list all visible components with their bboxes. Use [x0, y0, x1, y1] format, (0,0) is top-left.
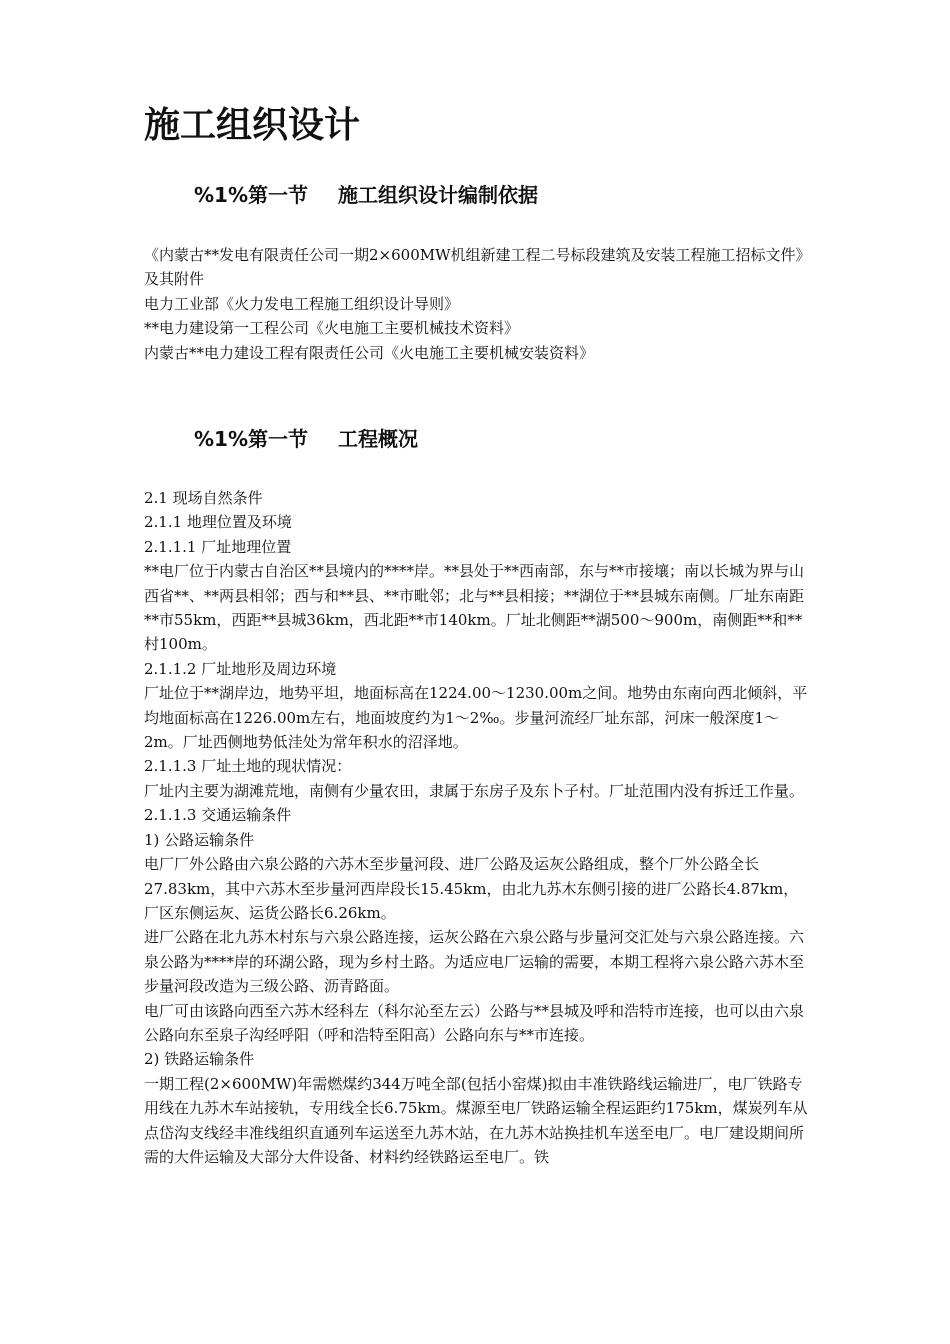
- section-number: %1%第一节: [194, 427, 308, 451]
- body-paragraph: 电厂可由该路向西至六苏木经科左（科尔沁至左云）公路与**县城及呼和浩特市连接，也可以由六泉公路向东至泉子沟经呼阳（呼和浩特至阳高）公路向东与**市连接。: [144, 1001, 805, 1044]
- subheading: 2.1.1.3 交通运输条件: [144, 806, 292, 825]
- body-paragraph: 厂址位于**湖岸边，地势平坦，地面标高在1224.00～1230.00m之间。地势由东南向西北倾斜，平均地面标高在1226.00m左右，地面坡度约为1～2‰。步量河流经厂址东部，河床一般深度1～2m。厂址西侧地势低洼处为常年积水的沼泽地。: [144, 684, 808, 752]
- subheading: 2.1.1 地理位置及环境: [144, 513, 292, 532]
- body-paragraph: 电厂厂外公路由六泉公路的六苏木至步量河段、进厂公路及运灰公路组成，整个厂外公路全长27.83km，其中六苏木至步量河西岸段长15.45km，由北九苏木东侧引接的进厂公路长4.87km，厂区东侧运灰、运货公路长6.26km。: [144, 855, 799, 922]
- section-title: 工程概况: [338, 427, 418, 451]
- section-heading-basis: [194, 180, 538, 210]
- subheading: 2.1.1.1 厂址地理位置: [144, 537, 292, 556]
- subheading: 2.1.1.3 厂址土地的现状情况：: [144, 757, 352, 776]
- body-paragraph: 一期工程(2×600MW)年需燃煤约344万吨全部(包括小窑煤)拟由丰准铁路线运输进厂，电厂铁路专用线在九苏木车站接轨，专用线全长6.75km。煤源至电厂铁路运输全程运距约175km，煤炭列车从点岱沟支线经丰准线组织直通列车运送至九苏木站，在九苏木站换挂机车送至电厂。电厂建设期间所需的大件运输及大部分大件设备、材料约经铁路运至电厂。铁: [144, 1074, 808, 1166]
- overview-body: [144, 486, 812, 1169]
- document-title: 施工组织设计: [144, 105, 361, 146]
- body-paragraph: 厂址内主要为湖滩荒地，南侧有少量农田，隶属于东房子及东卜子村。厂址范围内没有拆迁工作量。: [144, 781, 805, 800]
- reference-item: **电力建设第一工程公司《火电施工主要机械技术资料》: [144, 319, 520, 338]
- section-number: %1%第一节: [194, 183, 308, 207]
- subheading: 2) 铁路运输条件: [144, 1050, 255, 1069]
- section-heading-overview: [194, 424, 418, 454]
- section-title: 施工组织设计编制依据: [338, 183, 538, 207]
- subheading: 1) 公路运输条件: [144, 830, 255, 849]
- reference-item: 《内蒙古**发电有限责任公司一期2×600MW机组新建工程二号标段建筑及安装工程施工招标文件》及其附件: [144, 246, 811, 289]
- subheading: 2.1 现场自然条件: [144, 489, 263, 507]
- body-paragraph: **电厂位于内蒙古自治区**县境内的****岸。**县处于**西南部，东与**市接壤；南以长城为界与山西省**、**两县相邻；西与和**县、**市毗邻；北与**县相接；**湖位于**县城东南侧。厂址东南距**市55km，西距**县城36km，西北距**市140km。厂址北侧距**湖500～900m，南侧距**和**村100m。: [144, 562, 805, 654]
- reference-list: [144, 243, 812, 365]
- reference-item: 内蒙古**电力建设工程有限责任公司《火电施工主要机械安装资料》: [144, 343, 595, 362]
- reference-item: 电力工业部《火力发电工程施工组织设计导则》: [144, 294, 460, 313]
- body-paragraph: 进厂公路在北九苏木村东与六泉公路连接，运灰公路在六泉公路与步量河交汇处与六泉公路连接。六泉公路为****岸的环湖公路，现为乡村土路。为适应电厂运输的需要，本期工程将六泉公路六苏木至步量河段改造为三级公路、沥青路面。: [144, 928, 805, 996]
- subheading: 2.1.1.2 厂址地形及周边环境: [144, 659, 337, 678]
